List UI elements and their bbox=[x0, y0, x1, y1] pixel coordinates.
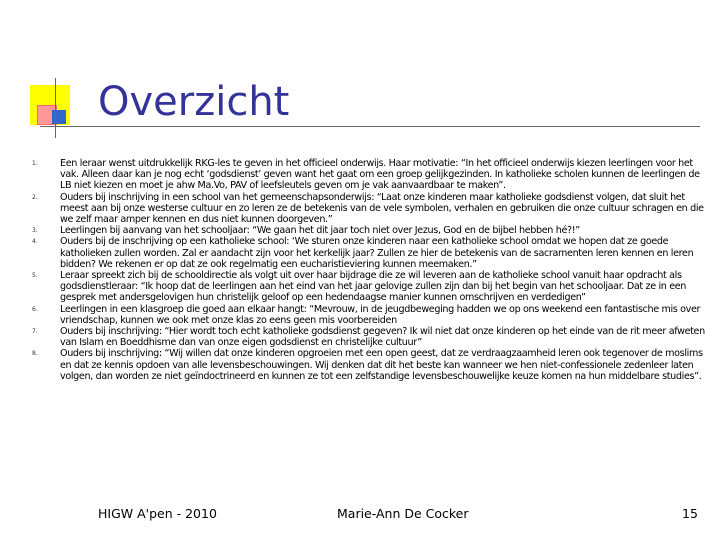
list-item bbox=[28, 326, 710, 348]
list-item-number: 7. bbox=[32, 328, 38, 336]
list-item bbox=[28, 225, 710, 236]
footer-author: Marie-Ann De Cocker bbox=[337, 506, 469, 521]
footer-institution: HIGW A'pen - 2010 bbox=[98, 506, 217, 521]
list-item-number: 1. bbox=[32, 160, 38, 167]
list-item-number: 2. bbox=[32, 193, 38, 201]
list-item-number: 4. bbox=[32, 238, 38, 246]
list-item-text: Ouders bij de inschrijving op een katholieke school: ‘We sturen onze kinderen naar een katholieke school omdat we hopen dat ze goede katholieken zullen worden. Zal er aandacht zijn voor het kerkelijk jaar? Zullen ze hier de betekenis van de sacramenten leren kennen en leren bidden? We rekenen er op dat ze ook regelmatig een eucharistieviering kunnen meemaken.” bbox=[60, 236, 694, 270]
list-item-text: Ouders bij inschrijving: “Hier wordt toch echt katholieke godsdienst gegeven? Ik wil niet dat onze kinderen op het einde van de rit meer afweten van Islam en Boeddhisme dan van onze eigen godsdienst en christelijke cultuur” bbox=[60, 326, 705, 349]
list-item-text: Leraar spreekt zich bij de schooldirectie als volgt uit over haar bijdrage die ze wil leveren aan de katholieke school vanuit haar opdracht als godsdienstleraar: “Ik hoop dat de leerlingen aan het eind van het jaar gelovige zullen zijn dan bij het begin van het schooljaar. Dat ze in een gesprek met andersgelovigen hun christelijk geloof op een hedendaagse manier kunnen omschrijven en verdedigen” bbox=[60, 270, 687, 304]
list-item-number: 6. bbox=[32, 305, 38, 313]
list-item-text: Een leraar wenst uitdrukkelijk RKG-les te geven in het officieel onderwijs. Haar motivatie: “In het officieel onderwijs kiezen leerlingen voor het vak. Alleen daar kan je nog echt ‘godsdienst’ geven want het gaat om een groep gelijkgezinden. In katholieke scholen kunnen de leerlingen de LB niet kiezen en moet je ahw Ma.Vo, PAV of leefsleutels geven om je vak aanvaardbaar te maken”. bbox=[60, 158, 700, 192]
slide-title: Overzicht bbox=[98, 79, 290, 125]
list-item-number: 8. bbox=[32, 350, 38, 358]
list-item bbox=[28, 270, 710, 304]
list-item-text: Ouders bij inschrijving: “Wij willen dat onze kinderen opgroeien met een open geest, dat ze verdraagzaamheid leren ook tegenover de moslims en dat ze kennis opdoen van alle levensbeschouwingen. Wij denken dat dit het beste kan wanneer we hen niet-confessionele zedenleer laten volgen, dan worden ze niet geïndoctrineerd en kunnen ze tot een zelfstandige levensbeschouwelijke keuze komen na hun middelbare studies”. bbox=[60, 348, 703, 382]
list-item-text: Ouders bij inschrijving in een school van het gemeenschapsonderwijs: “Laat onze kinderen maar katholieke godsdienst volgen, dat sluit het meest aan bij onze westerse cultuur en zo leren ze de betekenis van de vele symbolen, verhalen en gebruiken die onze cultuur schragen en die we zelf maar amper kennen en dus niet kunnen doorgeven.” bbox=[60, 191, 704, 226]
list-item-number: 5. bbox=[32, 272, 38, 280]
decorative-vertical-rule bbox=[55, 78, 56, 138]
footer-page-number: 15 bbox=[682, 506, 698, 521]
list-item bbox=[28, 158, 710, 192]
list-item bbox=[28, 236, 710, 270]
list-item bbox=[28, 192, 710, 226]
list-item bbox=[28, 348, 710, 382]
numbered-list bbox=[28, 158, 710, 382]
list-item-number: 3. bbox=[32, 227, 38, 235]
list-item-text: Leerlingen in een klasgroep die goed aan elkaar hangt: “Mevrouw, in de jeugdbeweging hadden we op ons weekend een fantastische mis over vriendschap, kunnen we ook met onze klas zo eens geen mis voorbereiden bbox=[60, 303, 701, 326]
list-item bbox=[28, 304, 710, 326]
list-item-text: Leerlingen bij aanvang van het schooljaar: “We gaan het dit jaar toch niet over Jezus, God en de bijbel hebben hé?!” bbox=[60, 225, 580, 237]
